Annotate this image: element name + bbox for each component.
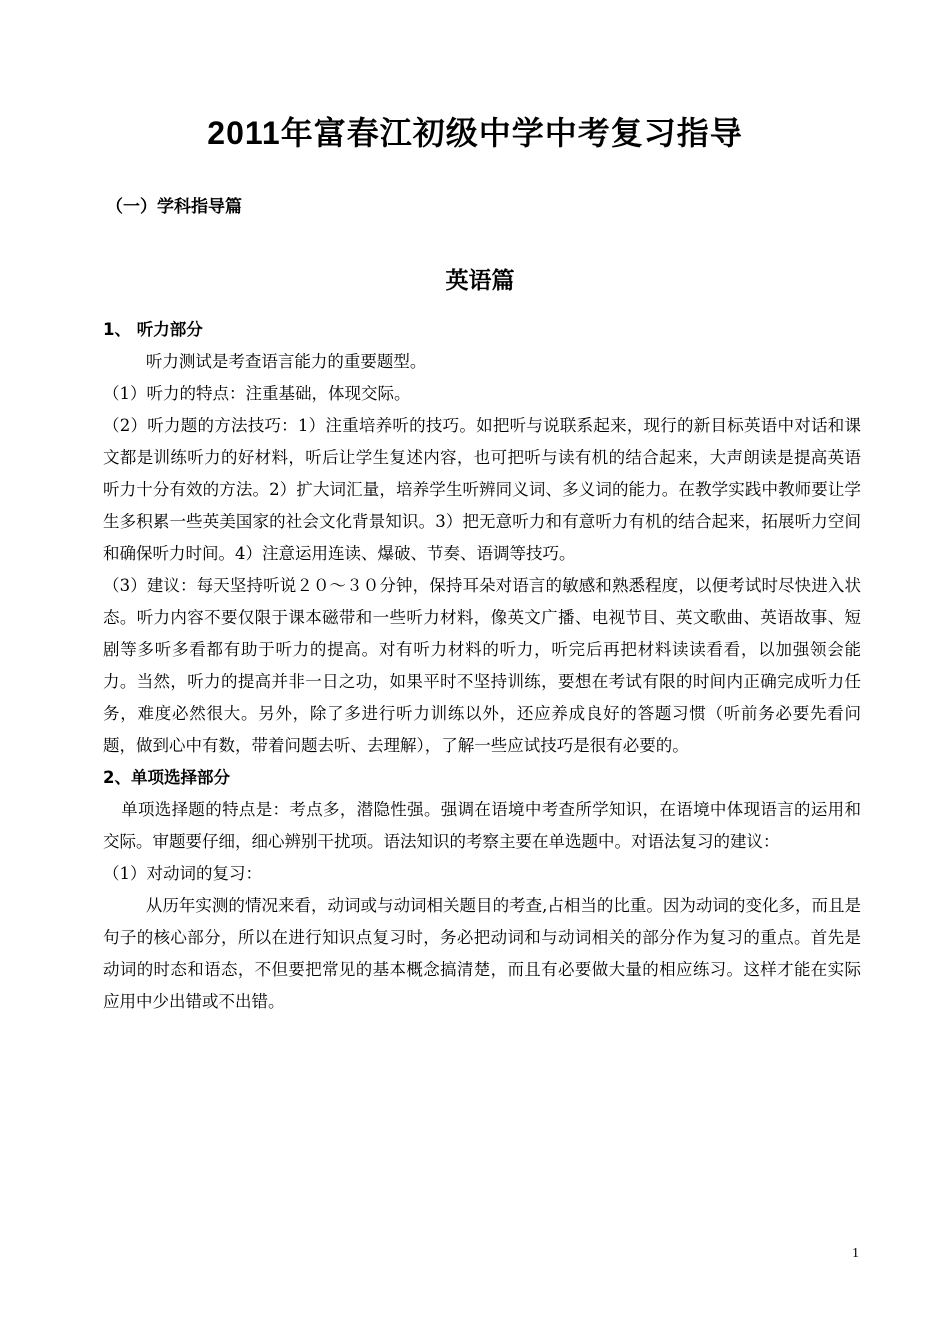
heading-single-choice: 2、单项选择部分 [103, 768, 230, 787]
section-label: （一）学科指导篇 [106, 197, 242, 217]
paragraph: （3）建议：每天坚持听说２０～３０分钟，保持耳朵对语言的敏感和熟悉程度，以便考试时尽快进入状态。听力内容不要仅限于课本磁带和一些听力材料，像英文广播、电视节目、英文歌曲、英语故事、短剧等多听多看都有助于听力的提高。对有听力材料的听力，听完后再把材料读读看看，以加强领会能力。当然，听力的提高并非一日之功，如果平时不坚持训练，要想在考试有限的时间内正确完成听力任务，难度必然很大。另外，除了多进行听力训练以外，还应养成良好的答题习惯（听前务必要先看问题，做到心中有数，带着问题去听、去理解），了解一些应试技巧是很有必要的。 [103, 576, 861, 755]
paragraph: 单项选择题的特点是：考点多，潜隐性强。强调在语境中考查所学知识，在语境中体现语言的运用和交际。审题要仔细，细心辨别干扰项。语法知识的考察主要在单选题中。对语法复习的建议： [103, 800, 861, 851]
paragraph: （1）对动词的复习： [103, 864, 262, 883]
subject-title: 英语篇 [445, 268, 515, 294]
page-number: 1 [852, 1246, 859, 1261]
paragraph: （1）听力的特点：注重基础，体现交际。 [103, 384, 411, 403]
paragraph: 听力测试是考查语言能力的重要题型。 [145, 352, 427, 371]
paragraph: （2）听力题的方法技巧：1）注重培养听的技巧。如把听与说联系起来，现行的新目标英语中对话和课文都是训练听力的好材料，听后让学生复述内容，也可把听与读有机的结合起来，大声朗读是提高英语听力十分有效的方法。2）扩大词汇量，培养学生听辨同义词、多义词的能力。在教学实践中教师要让学生多积累一些英美国家的社会文化背景知识。3）把无意听力和有意听力有机的结合起来，拓展听力空间和确保听力时间。4）注意运用连读、爆破、节奏、语调等技巧。 [103, 416, 861, 563]
paragraph: 从历年实测的情况来看，动词或与动词相关题目的考查,占相当的比重。因为动词的变化多，而且是句子的核心部分，所以在进行知识点复习时，务必把动词和与动词相关的部分作为复习的重点。首先是动词的时态和语态，不但要把常见的基本概念搞清楚，而且有必要做大量的相应练习。这样才能在实际应用中少出错或不出错。 [103, 896, 861, 1011]
document-title: 2011年富春江初级中学中考复习指导 [207, 115, 743, 151]
document-body [103, 314, 861, 1018]
heading-listening: 1、 听力部分 [103, 320, 203, 339]
